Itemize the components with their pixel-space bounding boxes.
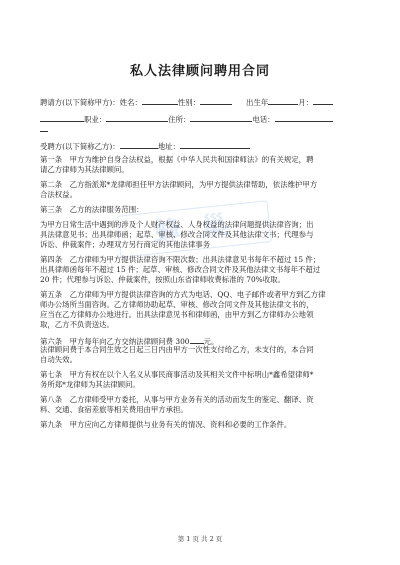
clause-line: 出具律师函每年不超过 15 件；起草、审核、修改合同文件及其他法律文书每年不超过 [40, 265, 321, 274]
occupation-field[interactable] [106, 113, 168, 122]
clause-line: 第八条 乙方律师受甲方委托，从事与甲方业务有关的活动而发生的鉴定、翻译、资 [40, 395, 314, 404]
phone-field[interactable] [275, 113, 333, 122]
birth-month-field[interactable] [313, 96, 333, 105]
clause-line: 第一条 甲方为维护自身合法权益，根据《中华人民共和国律师法》的有关规定，聘 [40, 155, 314, 164]
clause-line: 取，乙方不负责送达。 [40, 320, 114, 329]
clause-line: 第四条 乙方律师为甲方提供法律咨询不限次数；出具法律意见书每年不超过 15 件； [40, 255, 321, 264]
clause-line: 第二条 乙方指派郑*龙律师担任甲方法律顾问，为甲方提供法律帮助，依法维护甲方 [40, 180, 318, 189]
clause-line: 第六条 甲方每年向乙方交纳法律顾问费 300 元。 [40, 337, 219, 345]
clause-line: 料、交通、食宿差旅等相关费用由甲方承担。 [40, 405, 188, 414]
party-a-line-2: 职业： 住所： 电话： [40, 113, 360, 123]
clause-line: 第九条 甲方应向乙方律师提供与业务有关的情况、资料和必要的工作条件。 [40, 420, 292, 429]
clause-line: 第三条 乙方的法律服务范围： [40, 205, 144, 214]
watermark: 蜂 巢 [116, 200, 272, 258]
clause-line: 20 件；代理参与诉讼、仲裁案件，按照山东省律师收费标准的 70%收取。 [40, 275, 285, 284]
clause-line: 法律顾问费于本合同生效之日起三日内由甲方一次性支付给乙方，未支付的，本合同 [40, 345, 314, 354]
party-a-blank[interactable] [40, 113, 84, 122]
clause-line: 师办公场所当面咨询。乙方律师协助起草、审核、修改合同文件及其他法律文书的， [40, 300, 314, 309]
clause-line: 具法律意见书；出具律师函；起草、审核、修改合同文件及其他法律文书；代理参与 [40, 230, 314, 239]
contract-body [40, 96, 360, 430]
clause-line: 第七条 甲方有权在以个人名义从事民商事活动及其相关文件中标明山*鑫希望律师* [40, 370, 314, 379]
party-b-name-field[interactable] [120, 140, 158, 149]
name-field[interactable] [142, 96, 178, 105]
gender-field[interactable] [200, 96, 232, 105]
clause-line: 请乙方律师为其法律顾问。 [40, 165, 129, 174]
birth-year-field[interactable] [268, 96, 298, 105]
clause-line: 诉讼、仲裁案件；办理双方另行商定的其他法律事务 [40, 240, 210, 249]
clause-line: 务所郑*龙律师为其法律顾问。 [40, 380, 140, 389]
clause-line: 为甲方日常生活中遇到的涉及个人财产权益、人身权益的法律问题提供法律咨询；出 [40, 220, 314, 229]
clause-line: 第五条 乙方律师为甲方提供法律咨询的方式为电话、QQ、电子邮件或者甲方到乙方律 [40, 290, 326, 299]
party-a-line-1: 聘请方(以下简称甲方)：姓名： 性别： 出生年 月： [40, 96, 360, 106]
party-a-line-3 [40, 123, 360, 133]
party-b-line: 受聘方(以下简称乙方)： 地址： [40, 140, 360, 150]
party-b-address-field[interactable] [180, 140, 250, 149]
clause-line: 自动失效。 [40, 355, 77, 364]
fee-blank[interactable] [190, 335, 204, 344]
page-title: 私人法律顾问聘用合同 [129, 64, 270, 79]
address-field[interactable] [190, 113, 252, 122]
clause-line: 应当在乙方律师办公地进行。出具法律意见书和律师函，由甲方到乙方律师办公地领 [40, 310, 314, 319]
page-footer: 第 1 页 共 2 页 [177, 535, 223, 543]
clause-line: 合法权益。 [40, 190, 77, 199]
